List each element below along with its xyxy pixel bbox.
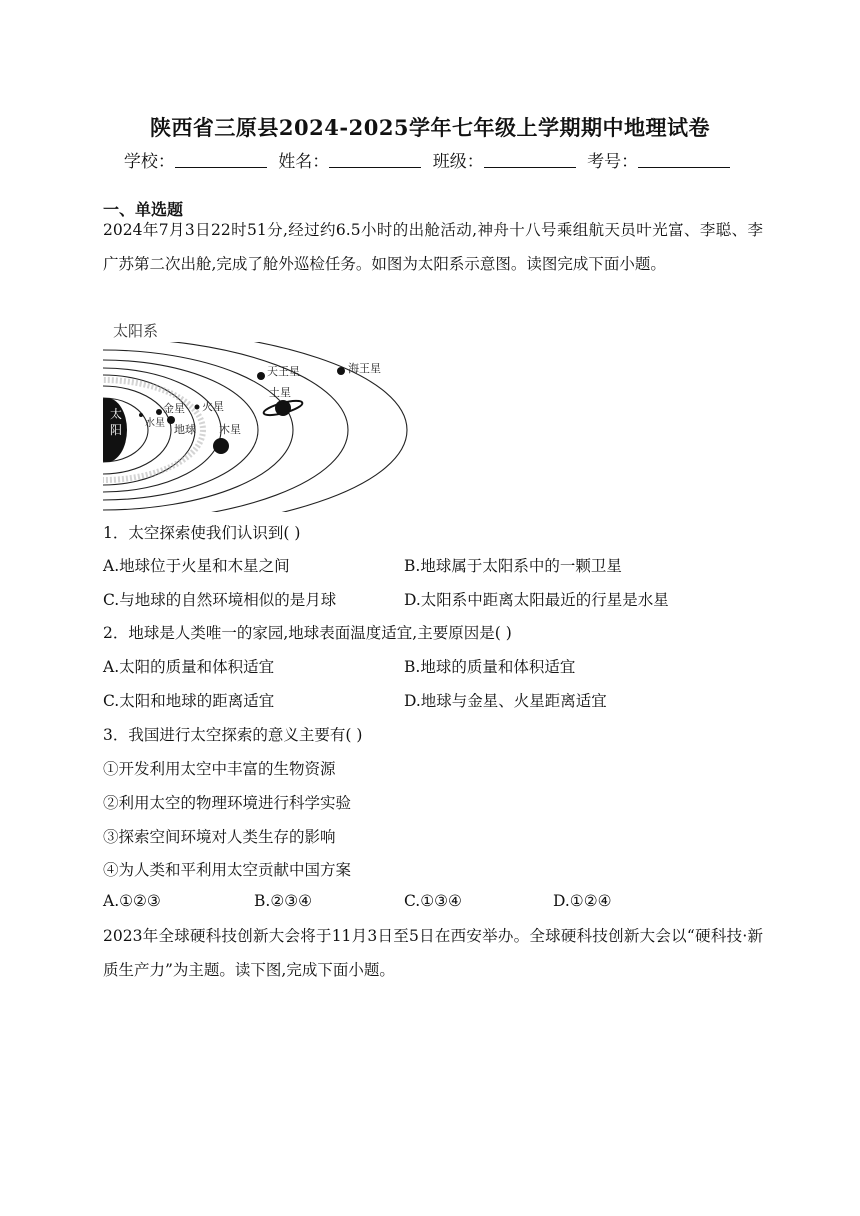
mercury bbox=[139, 413, 143, 417]
mercury-label: 水星 bbox=[145, 418, 165, 429]
question-3-item-3: ③探索空间环境对人类生存的影响 bbox=[103, 828, 336, 846]
question-2-stem: 2．地球是人类唯一的家园,地球表面温度适宜,主要原因是( ) bbox=[103, 624, 512, 642]
number-blank[interactable] bbox=[638, 153, 730, 168]
question-2-option-b[interactable]: B.地球的质量和体积适宜 bbox=[404, 658, 576, 676]
intro-paragraph-2: 2023年全球硬科技创新大会将于11月3日至5日在西安举办。全球硬科技创新大会以“硬科技·新质生产力”为主题。读下图,完成下面小题。 bbox=[103, 927, 763, 979]
class-label: 班级： bbox=[432, 152, 484, 172]
question-3-stem: 3．我国进行太空探索的意义主要有( ) bbox=[103, 726, 363, 744]
question-1-option-c[interactable]: C.与地球的自然环境相似的是月球 bbox=[103, 591, 337, 609]
sun-label-top: 太 bbox=[109, 407, 123, 421]
name-label: 姓名： bbox=[278, 152, 330, 172]
solar-system-diagram bbox=[103, 342, 413, 512]
venus-label: 金星 bbox=[163, 402, 185, 415]
number-label: 考号： bbox=[587, 152, 639, 172]
question-1-option-b[interactable]: B.地球属于太阳系中的一颗卫星 bbox=[404, 557, 622, 575]
uranus-label: 天王星 bbox=[267, 365, 300, 378]
section-heading: 一、单选题 bbox=[103, 200, 184, 219]
jupiter-label: 木星 bbox=[219, 423, 241, 436]
question-2-option-d[interactable]: D.地球与金星、火星距离适宜 bbox=[404, 692, 607, 710]
neptune-label: 海王星 bbox=[348, 362, 381, 375]
earth-label: 地球 bbox=[174, 423, 196, 436]
figure-title: 太阳系 bbox=[113, 322, 159, 340]
question-2-option-a[interactable]: A.太阳的质量和体积适宜 bbox=[103, 658, 275, 676]
orbit-saturn bbox=[103, 350, 293, 510]
jupiter bbox=[213, 438, 229, 454]
question-3-option-c[interactable]: C.①③④ bbox=[404, 892, 462, 910]
question-2-option-c[interactable]: C.太阳和地球的距离适宜 bbox=[103, 692, 275, 710]
question-1-option-a[interactable]: A.地球位于火星和木星之间 bbox=[103, 557, 290, 575]
venus bbox=[156, 409, 162, 415]
student-info-row bbox=[0, 147, 860, 172]
name-blank[interactable] bbox=[329, 153, 421, 168]
school-blank[interactable] bbox=[175, 153, 267, 168]
question-3-item-4: ④为人类和平利用太空贡献中国方案 bbox=[103, 861, 352, 879]
question-3-option-d[interactable]: D.①②④ bbox=[553, 892, 612, 910]
sun-label-bottom: 阳 bbox=[109, 423, 123, 437]
question-3-option-a[interactable]: A.①②③ bbox=[103, 892, 161, 910]
question-3-item-2: ②利用太空的物理环境进行科学实验 bbox=[103, 794, 352, 812]
question-1-option-d[interactable]: D.太阳系中距离太阳最近的行星是水星 bbox=[404, 591, 669, 609]
saturn-label: 土星 bbox=[269, 386, 291, 399]
intro-paragraph-1: 2024年7月3日22时51分,经过约6.5小时的出舱活动,神舟十八号乘组航天员叶光富、李聪、李广苏第二次出舱,完成了舱外巡检任务。如图为太阳系示意图。读图完成下面小题。 bbox=[103, 221, 763, 273]
question-3-item-1: ①开发利用太空中丰富的生物资源 bbox=[103, 760, 336, 778]
question-1-stem: 1．太空探索使我们认识到( ) bbox=[103, 524, 301, 542]
class-blank[interactable] bbox=[484, 153, 576, 168]
mars-label: 火星 bbox=[202, 400, 224, 413]
mars bbox=[195, 405, 200, 410]
page-title: 陕西省三原县2024-2025学年七年级上学期期中地理试卷 bbox=[149, 115, 711, 140]
uranus bbox=[257, 372, 265, 380]
school-label: 学校： bbox=[123, 152, 175, 172]
question-3-option-b[interactable]: B.②③④ bbox=[254, 892, 313, 910]
neptune bbox=[337, 367, 345, 375]
